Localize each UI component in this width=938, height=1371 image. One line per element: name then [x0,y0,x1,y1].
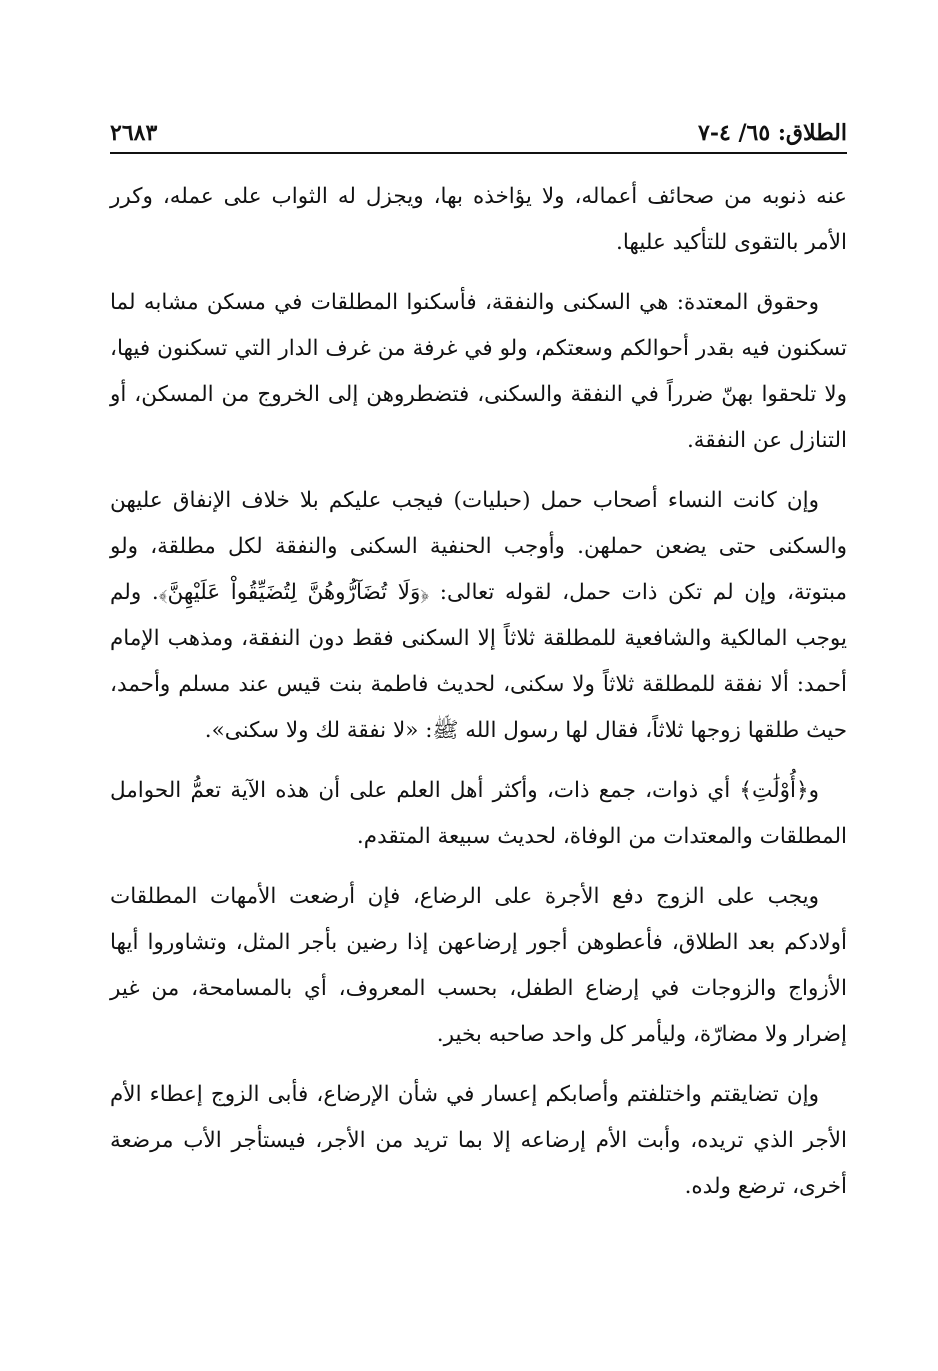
paragraph-6: وإن تضايقتم واختلفتم وأصابكم إعسار في شأن الإرضاع، فأبى الزوج إعطاء الأم الأجر الذي تريده، وأبت الأم إرضاعه إلا بما تريد من الأجر، فيستأجر الأب مرضعة أخرى، ترضع ولده. [110,1082,847,1199]
page-body [110,174,847,1224]
page-number: ٢٦٨٣ [110,120,158,146]
paragraph-4: و﴿أُوْلَٰتِ﴾ أي ذوات، جمع ذات، وأكثر أهل العلم على أن هذه الآية تعمُّ الحوامل المطلقات والمعتدات من الوفاة، لحديث سبيعة المتقدم. [110,778,847,849]
paragraph-2: وحقوق المعتدة: هي السكنى والنفقة، فأسكنوا المطلقات في مسكن مشابه لما تسكنون فيه بقدر أحوالكم وسعتكم، ولو في غرفة من غرف الدار التي تسكنون فيها، ولا تلحقوا بهنّ ضرراً في النفقة والسكنى، فتضطروهن إلى الخروج من المسكن، أو التنازل عن النفقة. [110,290,847,453]
paragraph-3: وإن كانت النساء أصحاب حمل (حبليات) فيجب عليكم بلا خلاف الإنفاق عليهن والسكنى حتى يضعن حملهن. وأوجب الحنفية السكنى والنفقة لكل مطلقة، ولو مبتوتة، وإن لم تكن ذات حمل، لقوله تعالى: ﴿وَلَا تُضَآرُّوهُنَّ لِتُضَيِّقُواْ عَلَيْهِنَّ﴾. ولم يوجب المالكية والشافعية للمطلقة ثلاثاً إلا السكنى فقط دون النفقة، ومذهب الإمام أحمد: ألا نفقة للمطلقة ثلاثاً ولا سكنى، لحديث فاطمة بنت قيس عند مسلم وأحمد، حيث طلقها زوجها ثلاثاً، فقال لها رسول الله ﷺ: «لا نفقة لك ولا سكنى». [110,488,847,743]
paragraph-1: عنه ذنوبه من صحائف أعماله، ولا يؤاخذه بها، ويجزل له الثواب على عمله، وكرر الأمر بالتقوى للتأكيد عليها. [110,184,847,255]
paragraph-5: ويجب على الزوج دفع الأجرة على الرضاع، فإن أرضعت الأمهات المطلقات أولادكم بعد الطلاق، فأعطوهن أجور إرضاعهن إذا رضين بأجر المثل، وتشاوروا أيها الأزواج والزوجات في إرضاع الطفل، بحسب المعروف، أي بالمسامحة، من غير إضرار ولا مضارّة، وليأمر كل واحد صاحبه بخير. [110,884,847,1047]
page-header [110,112,847,152]
running-title: الطلاق: ٦٥/ ٤-٧ [698,120,847,146]
header-rule [110,152,847,154]
